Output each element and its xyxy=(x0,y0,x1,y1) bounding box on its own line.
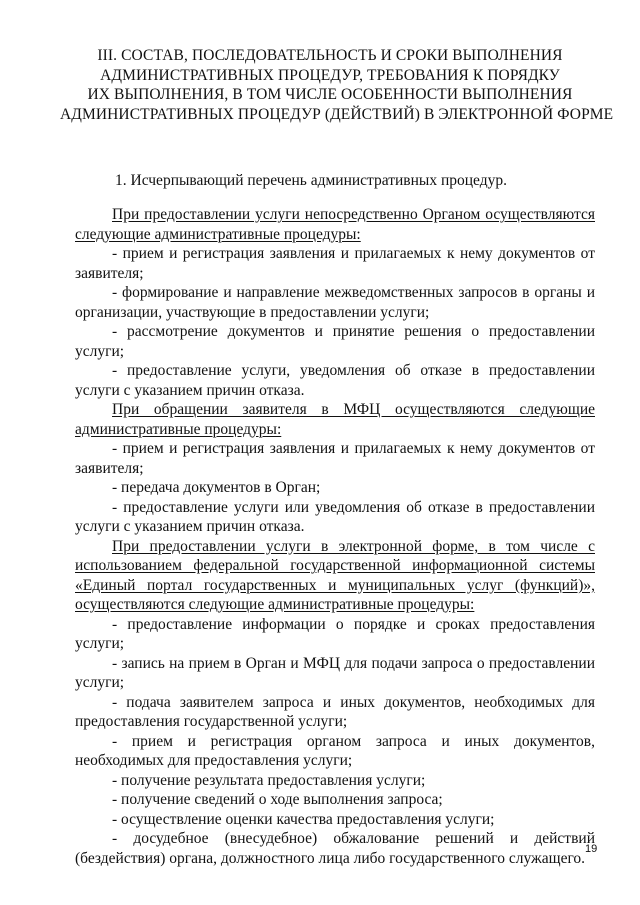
list-item: - формирование и направление межведомственных запросов в органы и организации, участвующие в предоставлении услуги; xyxy=(75,284,595,321)
document-body xyxy=(75,205,598,868)
page-number: 19 xyxy=(585,843,598,855)
list-item: - предоставление услуги, уведомления об отказе в предоставлении услуги с указанием причин отказа. xyxy=(75,362,595,399)
list-item: - получение сведений о ходе выполнения запроса; xyxy=(112,791,443,808)
section-heading xyxy=(60,46,614,124)
list-item: - предоставление информации о порядке и сроках предоставления услуги; xyxy=(75,615,595,652)
section-intro-text: При обращении заявителя в МФЦ осуществляются следующие административные процедуры: xyxy=(75,401,595,438)
list-item: - запись на прием в Орган и МФЦ для подачи запроса о предоставлении услуги; xyxy=(75,654,595,691)
list-item: - осуществление оценки качества предоставления услуги; xyxy=(112,810,495,828)
heading-line: АДМИНИСТРАТИВНЫХ ПРОЦЕДУР (ДЕЙСТВИЙ) В ЭЛЕКТРОННОЙ ФОРМЕ xyxy=(60,105,614,123)
section-intro-text: При предоставлении услуги в электронной форме, в том числе с использованием федеральной государственной информационной системы «Единый портал государственных и муниципальных услуг (функций)», осуществляются следующие административные процедуры: xyxy=(75,537,595,613)
list-item: - подача заявителем запроса и иных документов, необходимых для предоставления государственной услуги; xyxy=(75,693,595,730)
section-intro xyxy=(75,205,595,244)
list-item: - передача документов в Орган; xyxy=(112,479,321,496)
list-item: - прием и регистрация заявления и прилагаемых к нему документов от заявителя; xyxy=(75,245,595,282)
list-item: - прием и регистрация органом запроса и иных документов, необходимых для предоставления услуги; xyxy=(75,732,595,769)
section-intro-text: При предоставлении услуги непосредственно Органом осуществляются следующие административные процедуры: xyxy=(75,206,595,243)
list-item: - получение результата предоставления услуги; xyxy=(112,771,426,789)
heading-line: АДМИНИСТРАТИВНЫХ ПРОЦЕДУР, ТРЕБОВАНИЯ К ПОРЯДКУ xyxy=(100,66,560,84)
list-item: - досудебное (внесудебное) обжалование решений и действий (бездействия) органа, должностного лица либо государственного служащего. xyxy=(75,830,595,867)
list-item: - предоставление услуги или уведомления об отказе в предоставлении услуги с указанием причин отказа. xyxy=(75,498,595,535)
section-intro xyxy=(75,400,595,439)
subsection-title: 1. Исчерпывающий перечень административных процедур. xyxy=(115,172,507,189)
list-item: - рассмотрение документов и принятие решения о предоставлении услуги; xyxy=(75,323,595,360)
heading-line: III. СОСТАВ, ПОСЛЕДОВАТЕЛЬНОСТЬ И СРОКИ ВЫПОЛНЕНИЯ xyxy=(97,47,563,64)
section-intro xyxy=(75,537,595,615)
list-item: - прием и регистрация заявления и прилагаемых к нему документов от заявителя; xyxy=(75,440,595,477)
heading-line: ИХ ВЫПОЛНЕНИЯ, В ТОМ ЧИСЛЕ ОСОБЕННОСТИ ВЫПОЛНЕНИЯ xyxy=(87,86,573,103)
